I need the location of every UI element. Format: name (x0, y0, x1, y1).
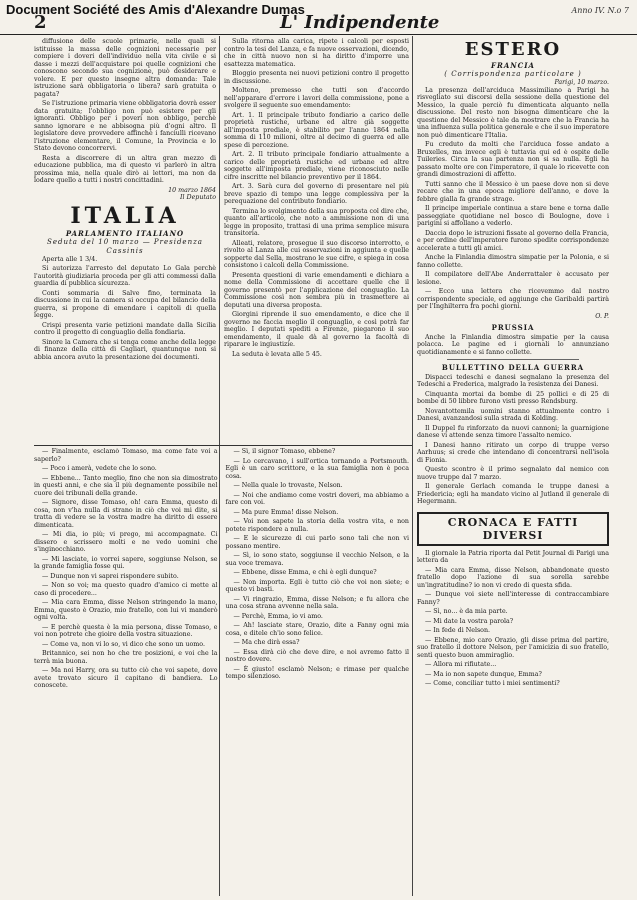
divider (447, 359, 579, 360)
article-paragraph: — Ecco una lettera che ricevemmo dal nostro corrispondente speciale, ed aggiunge che Garibaldi partirà per l'Inghilterra fra pochi giorni. (417, 288, 609, 310)
article-paragraph: Resta a discorrere di un altra gran mezzo di educazione pubblica, ma di questo vi parlerò in altra prossima mia, nella quale dirò ai lettori, ma non da lodare quello a tutti i nostri concittadini. (34, 154, 216, 184)
session-paragraph: Conti sommaria di Salve fino, terminata la discussione in cui la camera si occupa del bilancio della guerra, si propone di emendare i capitoli di quella legge. (34, 289, 216, 319)
section-title-italia: ITALIA (70, 202, 180, 229)
correspondent-line: ( Corrispondenza particolare ) (444, 70, 582, 78)
feuilleton-paragraph: — Signore, disse Tomaso, oh! cara Emma, questo di cosa, non v'ha nulla di strano in ciò che voi mi dite, si tratta di vedere se la vostra madre ha diritto di essere dimenticata. (34, 499, 218, 529)
country-francia: FRANCIA (491, 61, 535, 70)
feuilleton-paragraph: — Ebbene, disse Emma, e chi è egli dunque? (233, 569, 377, 576)
section-title-estero: ESTERO (464, 39, 562, 60)
cronaca-paragraph: — Ebbene, mio caro Orazio, gli disse prima del partire, suo fratello il dottore Nelson, per l'amicizia di suo fratello, sentì questo buon ammiraglio. (417, 636, 609, 659)
article-paragraph: Art. 1. Il principale tributo fondiario a carico delle proprietà rustiche, urbane ed altre già soggette all'imposta prediale, è stabilito per l'anno 1864 nella somma di 110 milioni, oltre al decimo di guerra ed alle spese di percezione. (224, 111, 409, 149)
cronaca-paragraph: — Allora mi rifiutate... (425, 661, 497, 668)
article-paragraph: La presenza dell'arciduca Massimiliano a Parigi ha risvegliato sui discorsi della sessione della questione del Messico, la quale perciò fu dimenticata alquanto nella discussione. Del resto non bisogna dimenticare che la questione del Messico è tale da mostrare che la Francia ha una influenza sulla politica generale e che il suo imperatore non può dimenticare l'Italia. (417, 86, 609, 139)
feuilleton-paragraph: — Noi che andiamo come vostri doveri, ma abbiamo a fare con voi. (225, 491, 409, 506)
cronaca-paragraph: — In fede di Nelson. (425, 627, 491, 634)
article-paragraph: diffusione delle scuole primarie, nelle quali si istituisse la massa delle cognizioni necessarie per compiere i doveri dell'individuo nella vita civile e si dasse i mezzi dell'acquistare poi quelle cognizioni che conoscono secondo sua cognizione, può desiderare e volere. E per questo insegne altra domanda: Tale istruzione sarà obbligatoria o libera? sarà gratuita o pagata? (34, 38, 216, 98)
section-title-prussia: PRUSSIA (491, 323, 535, 332)
column-rule-2 (412, 36, 413, 896)
article-paragraph: Fu creduto da molti che l'arciduca fosse andato a Bruxelles, ma invece egli è tuttavia qui ed è ospite delle Tuileries. Circa la sua partenza non si sa nulla. Egli ha passato molte ore con l'imperatore, il quale lo ricevette con grandi dimostrazioni di affetto. (417, 141, 609, 178)
feuilleton-paragraph: — Sì, il signor Tomaso, ebbene? (233, 448, 336, 455)
article-paragraph: La seduta è levata alle 5 45. (232, 350, 322, 358)
feuilleton-paragraph: — Ma pure Emma! disse Nelson. (233, 508, 339, 516)
article-paragraph: Tutti sanno che il Messico è un paese dove non si deve recare che in una epoca migliore dell'anno, e dove la febbre gialla fa grande strage. (417, 180, 609, 203)
feuilleton-paragraph: — Non importa. Egli è tutto ciò che voi non siete; e questo vi basti. (225, 578, 409, 593)
feuilleton-paragraph: — Voi non sapete la storia della vostra vita, e non potete rispondere a nulla. (225, 518, 409, 533)
bulletin-paragraph: Novantottemila uomini stanno attualmente contro i Danesi, avanzandosi sulla strada di Kolding. (417, 407, 609, 422)
signature: Il Deputato (180, 194, 216, 201)
feuilleton-paragraph: — Nella quale lo trovaste, Nelson. (233, 482, 343, 489)
session-paragraph: Aperta alle 1 3/4. (42, 255, 98, 263)
page-number: 2 (34, 12, 47, 33)
bulletin-paragraph: Dispacci tedeschi e danesi segnalano la presenza del Tedeschi a Frederica, malgrado la resistenza dei Danesi. (417, 373, 609, 388)
article-paragraph: Presenta questioni di varie emendamenti e dichiara a nome della Commissione di accettare quelle che il governo presentò per l'applicazione del conguaglio. La Commissione così non sembra più in trasmettere ai deputati una diversa proposta. (224, 271, 409, 309)
cronaca-paragraph: — Dunque voi siete nell'interesse di contraccambiare Fanny? (417, 591, 609, 606)
article-paragraph: Se l'istruzione primaria viene obbligatoria dovrà esser data gratuita; l'obbligo non può esistere per gli ignoranti. Obbligo per i poveri non obbligo, perchè sanno ignorare e ne abbisogna più d'ogni altro. Il legislatore deve provvedere affinchè i fanciulli ricevano l'istruzione elementare, il Comune, la Provincia e lo Stato devono concorrervi. (34, 100, 216, 152)
feuilleton-paragraph: — Non so voi; ma questo quadro d'amico ci mette al caso di procedere... (34, 582, 218, 597)
session-line: Seduta del 10 marzo — Presidenza Cassinis (47, 237, 203, 255)
section-title-cronaca: CRONACA E FATTI DIVERSI (417, 512, 609, 546)
article-paragraph: Termina lo svolgimento della sua proposta col dire che, quanto all'articolo, che noto a ammissione non di una legge in proposito, trattasi di una prima semplice misura transitoria. (224, 207, 409, 237)
feuilleton-paragraph: — Sì, io sono stato, soggiunse il vecchio Nelson, e la sua voce tremava. (225, 552, 409, 567)
session-paragraph: Sinore la Camera che si tenga come anche della legge di finanze della città di Cagliari, quantunque non si abbia ancora avuto la presentazione dei documenti. (34, 338, 216, 361)
feuilleton-paragraph: — Ah! lasciate stare, Orazio, dite a Fanny ogni mia cosa, e ditele ch'io sono felice. (225, 622, 409, 637)
feuilleton-paragraph: — Perchè, Emma, io vi amo. (233, 612, 323, 620)
bulletin-paragraph: Questo scontro è il primo segnalato dal nemico con nuove truppe dal 7 marzo. (417, 466, 609, 481)
feuilleton-paragraph: — Mia cara Emma, disse Nelson stringendo la mano, Emma, questo è Orazio, mio fratello, con lui vi manderò ogni volta. (34, 599, 218, 621)
article-paragraph: Art. 3. Sarà cura del governo di presentare nel più breve spazio di tempo una legge complessiva per la perequazione del contributo fondiario. (224, 183, 409, 205)
feuilleton (34, 448, 409, 896)
article-paragraph: Bloggio presenta nei nuovi petizioni contro il progetto in discussione. (224, 70, 409, 85)
place-date: Parigi, 10 marzo. (554, 79, 609, 86)
article-paragraph: Alleati, relatore, prosegue il suo discorso interrotto, e rivolto al Lanza alle cui osservazioni in aggiunta e quelle sopperte dal Sella, mostrano le sue cifre, e spiega in cosa consistono i calcoli della Commissione. (224, 239, 409, 269)
bulletin-paragraph: Il Duppel fu rinforzato da nuovi cannoni; la guarnigione danese vi attende senza timore l'assalto nemico. (417, 424, 609, 439)
article-paragraph: Molteno, premesso che tutti son d'accordo nell'apparare d'errore i lavori della commissione, pone a svolgere il seguente suo emendamento: (224, 87, 409, 109)
article-paragraph: Giorgini riprende il suo emendamento, e dice che il governo ne faccia meglio il conguaglio, e così potrà far meglio. I deputati spediti a Firenze, piegarono il suo emendamento, il quale dà al governo la facoltà di riparare le ingiustizie. (224, 311, 409, 348)
feuilleton-paragraph: — È giusto! esclamò Nelson; e rimase per qualche tempo silenzioso. (225, 665, 409, 680)
article-paragraph: Il compilatore dell'Abe Anderrattaler è accusato per lesione. (417, 271, 609, 286)
article-signature: O. P. (595, 312, 609, 320)
feuilleton-paragraph: — Mi dia, io più; vi prego, mi accompagnate. Ci dissero e scrissero molti e ne vedo uomini che s'inginocchiano. (34, 531, 218, 553)
feuilleton-paragraph: — Finalmente, esclamò Tomaso, ma come fate voi a saperlo? (34, 448, 218, 463)
signature-date: 10 marzo 1864 (168, 186, 216, 194)
cronaca-paragraph: — Sì, no... è da mia parte. (425, 608, 508, 615)
feuilleton-paragraph: — Ebbene... Tanto meglio, fino che non sia dimostrato in questi anni, e che sia il più degnamente possibile nel cuore dei tribunali della grande. (34, 474, 218, 497)
feuilleton-paragraph: — Mi lasciate, io vorrei sapere, soggiunse Nelson, se la grande famiglia fosse qui. (34, 555, 218, 570)
feuilleton-paragraph: — Ma che dirà essa? (233, 639, 300, 646)
session-paragraph: Crispi presenta varie petizioni mandate dalla Sicilia contro il progetto di conguaglio della fondiaria. (34, 321, 216, 336)
article-paragraph: Anche la Finlandia dimostra simpatie per la causa polacca. Le pagine ed i giornali lo annunziano quotidianamente e si fanno collette. (417, 333, 609, 356)
article-paragraph: Daccia dopo le istruzioni fissate al governo della Francia, e per ordine dell'imperatore furono spedite corrispondenze accelerate a tutti gli amici. (417, 229, 609, 252)
bulletin-paragraph: Il generale Gerlach comanda le truppe danesi a Friedericia; egli ha mandato vicino al Jutland il generale di Hegermann. (417, 483, 609, 505)
feuilleton-paragraph: — Essa dirà ciò che deve dire, e noi avremo fatto il nostro dovere. (225, 648, 409, 663)
feuilleton-paragraph: — Ma noi Harry, ora su tutto ciò che voi sapete, dove avete trovato sicuro il capitano di bandiera. Lo conoscete. (34, 667, 218, 689)
cronaca-paragraph: — Mia cara Emma, disse Nelson, abbandonate questo fratello dopo l'azione di sua sorella sarebbe un'ingratitudine? io non vi credo di questa sfida. (417, 566, 609, 589)
session-paragraph: Si autorizza l'arresto del deputato Lo Gala perchè l'autorità giudiziaria proceda per gli atti commessi dalla guardia di pubblica sicurezza. (34, 265, 216, 287)
article-paragraph: Sulla ritorna alla carica, ripete i calcoli per esposti contro la tesi del Lanza, e fa nuove osservazioni, dicendo, che in città nuovo non si ha diritto d'imporre una esattezza matematica. (224, 38, 409, 68)
feuilleton-paragraph: — Poco i amerà, vedete che lo sono. (42, 465, 157, 472)
section-title-bullettino: BULLETTINO DELLA GUERRA (441, 363, 585, 372)
feuilleton-paragraph: — E perchè questa è la mia persona, disse Tomaso, e voi non potrete che gioire della vostra situazione. (34, 623, 218, 638)
article-paragraph: Art. 2. Il tributo principale fondiario attualmente a carico delle proprietà rustiche ed urbane ed altre soggette all'imposta prediale, viene riconosciuto nelle cifre inscritte nel bilancio preventivo per il 1864. (224, 151, 409, 181)
feuilleton-paragraph: — Come va, non vi lo so, vi dico che sono un uomo. (42, 640, 205, 648)
date-line: Anno IV. N.o 7 (571, 6, 629, 15)
watermark-text: Document Société des Amis d'Alexandre Dumas (6, 2, 305, 17)
feuilleton-paragraph: — Lo cercavano, i sull'ortica tornando a Portsmouth. Egli è un caro scrittore, e la sua famiglia non è poca cosa. (225, 457, 409, 480)
feuilleton-paragraph: — Vi ringrazio, Emma, disse Nelson; e fu allora che una cosa strana avvenne nella sala. (225, 595, 409, 610)
feuilleton-paragraph: — Dunque non vi saprei rispondere subito. (42, 572, 179, 580)
feuilleton-paragraph: Britannico, sei non ho che tre posizioni, e voi che la terrà mia buona. (34, 650, 218, 665)
cronaca-paragraph: Il giornale la Patria riporta dal Petit Journal di Parigi una lettera da (417, 549, 609, 564)
subsection-parlamento: PARLAMENTO ITALIANO (65, 228, 185, 238)
newspaper-title: L' Indipendente (280, 12, 440, 33)
article-paragraph: Anche la Finlandia dimostra simpatie per la Polonia, e si fanno collette. (417, 254, 609, 269)
bulletin-paragraph: Cinquanta mortai da bombe di 25 pollici e di 25 di bombe di 50 libbre furono visti presso Rendsburg. (417, 390, 609, 405)
column-3 (417, 38, 609, 888)
feuilleton-paragraph: — E le sicurezze di cui parlo sono tali che non vi possano mentire. (225, 535, 409, 550)
bulletin-paragraph: I Danesi hanno ritirato un corpo di truppe verso Aarhuus; si crede che intendano di concentrarsi nell'isola di Fionia. (417, 441, 609, 464)
cronaca-paragraph: — Come, conciliar tutto i miei sentimenti? (425, 680, 560, 687)
cronaca-paragraph: — Ma io non sapete dunque, Emma? (425, 670, 542, 678)
article-paragraph: Il principe imperiale continua a stare bene e torna dalle passeggiate quotidiane nel bosco di Boulogne, dove i parigini si affollano a vederlo. (417, 205, 609, 227)
cronaca-paragraph: — Mi date la vostra parola? (425, 617, 514, 625)
